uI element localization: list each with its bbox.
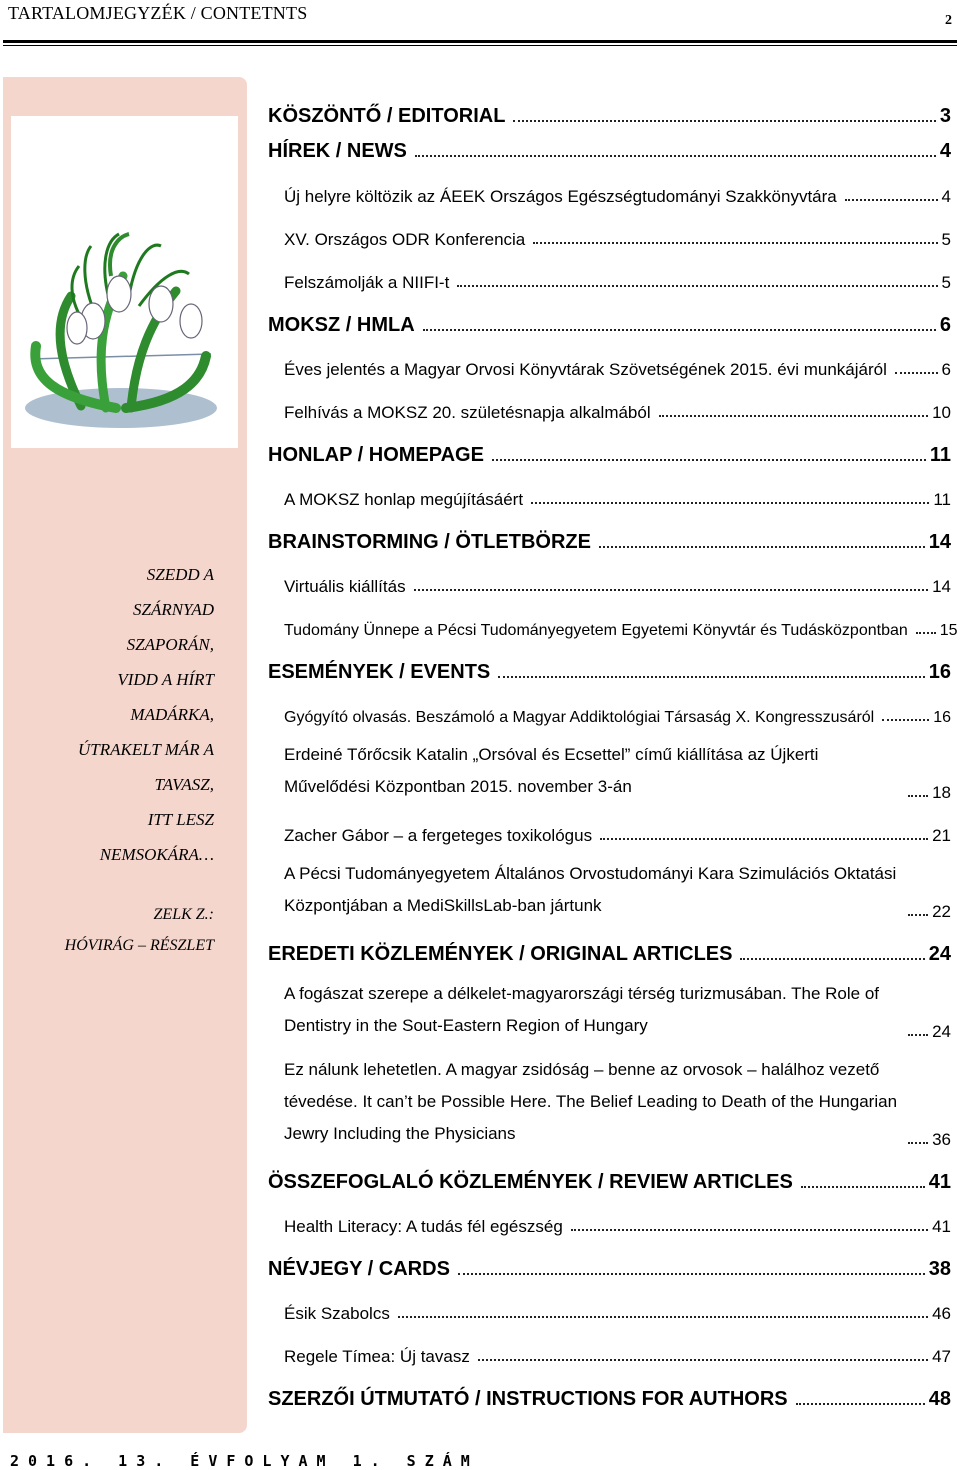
toc-section[interactable]: ESEMÉNYEK / EVENTS 16 (268, 661, 951, 683)
toc-item[interactable]: XV. Országos ODR Konferencia 5 (284, 230, 951, 249)
toc-section[interactable]: NÉVJEGY / CARDS 38 (268, 1258, 951, 1280)
toc-section[interactable]: BRAINSTORMING / ÖTLETBÖRZE 14 (268, 531, 951, 553)
sidebar-poem (10, 557, 214, 872)
poem-line: SZAPORÁN, (126, 635, 214, 654)
poem-line: MADÁRKA, (130, 705, 214, 724)
snowdrop-image (11, 116, 238, 448)
poem-source: HÓVIRÁG – RÉSZLET (64, 937, 214, 954)
poem-line: ITT LESZ (147, 810, 214, 829)
toc-item[interactable]: Gyógyító olvasás. Beszámoló a Magyar Addiktológiai Társaság X. Kongresszusáról 16 (284, 709, 951, 726)
toc-section[interactable]: HONLAP / HOMEPAGE 11 (268, 444, 951, 466)
toc-section[interactable]: EREDETI KÖZLEMÉNYEK / ORIGINAL ARTICLES 24 (268, 943, 951, 965)
toc-section[interactable]: SZERZŐI ÚTMUTATÓ / INSTRUCTIONS FOR AUTHORS 48 (268, 1388, 951, 1410)
toc-item[interactable]: A Pécsi Tudományegyetem Általános Orvostudományi Kara Szimulációs Oktatási Központjában a MediSkillsLab-ban jártunk 22 (284, 864, 951, 921)
header-title: TARTALOMJEGYZÉK / CONTETNTS (8, 3, 308, 23)
header-rule-thick (3, 40, 957, 43)
toc-item[interactable]: Virtuális kiállítás 14 (284, 577, 951, 596)
snowdrop-icon (11, 116, 238, 448)
toc-item[interactable]: A MOKSZ honlap megújításáért 11 (284, 490, 951, 509)
table-of-contents (268, 86, 958, 1411)
poem-line: VIDD A HÍRT (117, 670, 214, 689)
page-number: 2 (945, 13, 952, 28)
toc-section[interactable]: HÍREK / NEWS 4 (268, 140, 951, 162)
toc-item[interactable]: Tudomány Ünnepe a Pécsi Tudományegyetem Egyetemi Könyvtár és Tudásközpontban 15 (284, 622, 958, 639)
toc-item[interactable]: Regele Tímea: Új tavasz 47 (284, 1347, 951, 1366)
toc-item[interactable]: Új helyre költözik az ÁEEK Országos Egészségtudományi Szakkönyvtára 4 (284, 187, 951, 206)
toc-item[interactable]: A fogászat szerepe a délkelet-magyarországi térség turizmusában. The Role of Dentistry in the Sout-Eastern Region of Hungary 24 (284, 984, 951, 1041)
footer-issue: 2016. 13. ÉVFOLYAM 1. SZÁM (10, 1452, 479, 1470)
poem-line: ÚTRAKELT MÁR A (78, 740, 214, 759)
poem-credit (10, 899, 214, 961)
toc-item[interactable]: Ez nálunk lehetetlen. A magyar zsidóság – benne az orvosok – halálhoz vezető tévedése. It can’t be Possible Here. The Belief Leading to Death of the Hungarian Jewry Including the Physicians 36 (284, 1060, 951, 1149)
toc-section[interactable]: KÖSZÖNTŐ / EDITORIAL 3 (268, 105, 951, 127)
toc-item[interactable]: Erdeiné Tőrőcsik Katalin „Orsóval és Ecsettel” című kiállítása az Újkerti Művelődési Központban 2015. november 3-án 18 (284, 745, 951, 802)
toc-item[interactable]: Felszámolják a NIIFI-t 5 (284, 273, 951, 292)
header-rule-thin (3, 45, 957, 46)
toc-item[interactable]: Health Literacy: A tudás fél egészség 41 (284, 1217, 951, 1236)
poem-line: SZÁRNYAD (133, 600, 214, 619)
poem-line: SZEDD A (146, 565, 214, 584)
toc-item[interactable]: Felhívás a MOKSZ 20. születésnapja alkalmából 10 (284, 403, 951, 422)
poem-line: NEMSOKÁRA… (99, 845, 214, 864)
poem-line: TAVASZ, (154, 775, 214, 794)
toc-item[interactable]: Ésik Szabolcs 46 (284, 1304, 951, 1323)
toc-section[interactable]: ÖSSZEFOGLALÓ KÖZLEMÉNYEK / REVIEW ARTICLES 41 (268, 1171, 951, 1193)
poem-author: ZELK Z.: (153, 906, 214, 923)
toc-item[interactable]: Éves jelentés a Magyar Orvosi Könyvtárak Szövetségének 2015. évi munkájáról 6 (284, 360, 951, 379)
toc-item[interactable]: Zacher Gábor – a fergeteges toxikológus 21 (284, 826, 951, 845)
toc-section[interactable]: MOKSZ / HMLA 6 (268, 314, 951, 336)
